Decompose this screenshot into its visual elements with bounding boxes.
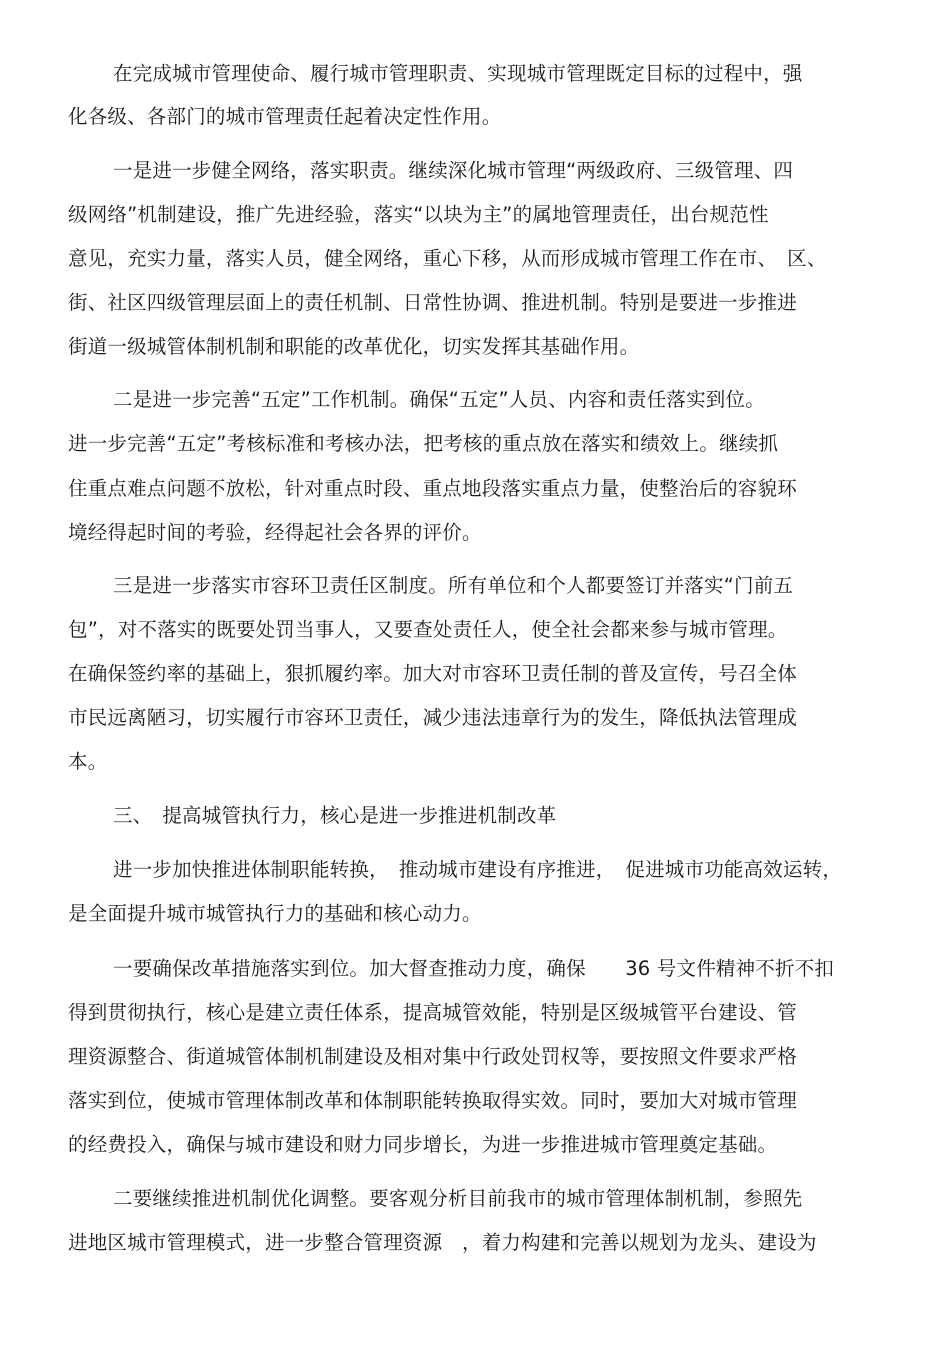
text-line: 街、社区四级管理层面上的责任机制、日常性协调、推进机制。特别是要进一步推进 <box>68 291 797 314</box>
text-line: 包”，对不落实的既要处罚当事人，又要查处责任人，使全社会都来参与城市管理。 <box>68 618 788 641</box>
text-line: 在完成城市管理使命、履行城市管理职责、实现城市管理既定目标的过程中，强 <box>113 62 803 85</box>
text-line: 理资源整合、街道城管体制机制建设及相对集中行政处罚权等，要按照文件要求严格 <box>68 1045 797 1068</box>
text-line: 二是进一步完善“五定”工作机制。确保“五定”人员、内容和责任落实到位。 <box>113 388 765 411</box>
section-heading: 三、 提高城管执行力，核心是进一步推进机制改革 <box>113 804 557 827</box>
text-line: 二要继续推进机制优化调整。要客观分析目前我市的城市管理体制机制，参照先 <box>113 1187 803 1210</box>
text-line: 得到贯彻执行，核心是建立责任体系，提高城管效能，特别是区级城管平台建设、管 <box>68 1001 797 1024</box>
text-line: 进一步加快推进体制职能转换， 推动城市建设有序推进， 促进城市功能高效运转， <box>113 858 843 881</box>
text-line: 本。 <box>68 750 108 773</box>
text-line: 的经费投入，确保与城市建设和财力同步增长，为进一步推进城市管理奠定基础。 <box>68 1133 778 1156</box>
text-line: 街道一级城管体制机制和职能的改革优化，切实发挥其基础作用。 <box>68 335 640 358</box>
text-line: 进地区城市管理模式，进一步整合管理资源 ，着力构建和完善以规划为龙头、建设为 <box>68 1231 817 1254</box>
text-line: 一是进一步健全网络，落实职责。继续深化城市管理“两级政府、三级管理、四 <box>113 159 794 182</box>
text-line: 住重点难点问题不放松，针对重点时段、重点地段落实重点力量，使整治后的容貌环 <box>68 477 797 500</box>
text-line: 是全面提升城市城管执行力的基础和核心动力。 <box>68 902 482 925</box>
text-line: 市民远离陋习，切实履行市容环卫责任，减少违法违章行为的发生，降低执法管理成 <box>68 706 797 729</box>
text-line: 在确保签约率的基础上，狠抓履约率。加大对市容环卫责任制的普及宣传，号召全体 <box>68 662 797 685</box>
text-line: 意见，充实力量，落实人员，健全网络，重心下移，从而形成城市管理工作在市、 区、 <box>68 247 827 270</box>
text-line: 一要确保改革措施落实到位。加大督查推动力度，确保 36 号文件精神不折不扣 <box>113 957 835 980</box>
text-line: 化各级、各部门的城市管理责任起着决定性作用。 <box>68 105 502 128</box>
text-line: 境经得起时间的考验，经得起社会各界的评价。 <box>68 521 482 544</box>
text-line: 级网络”机制建设，推广先进经验，落实“以块为主”的属地管理责任，出台规范性 <box>68 203 769 226</box>
text-line: 落实到位，使城市管理体制改革和体制职能转换取得实效。同时，要加大对城市管理 <box>68 1089 797 1112</box>
text-line: 进一步完善“五定”考核标准和考核办法，把考核的重点放在落实和绩效上。继续抓 <box>68 432 779 455</box>
text-line: 三是进一步落实市容环卫责任区制度。所有单位和个人都要签订并落实“门前五 <box>113 574 794 597</box>
